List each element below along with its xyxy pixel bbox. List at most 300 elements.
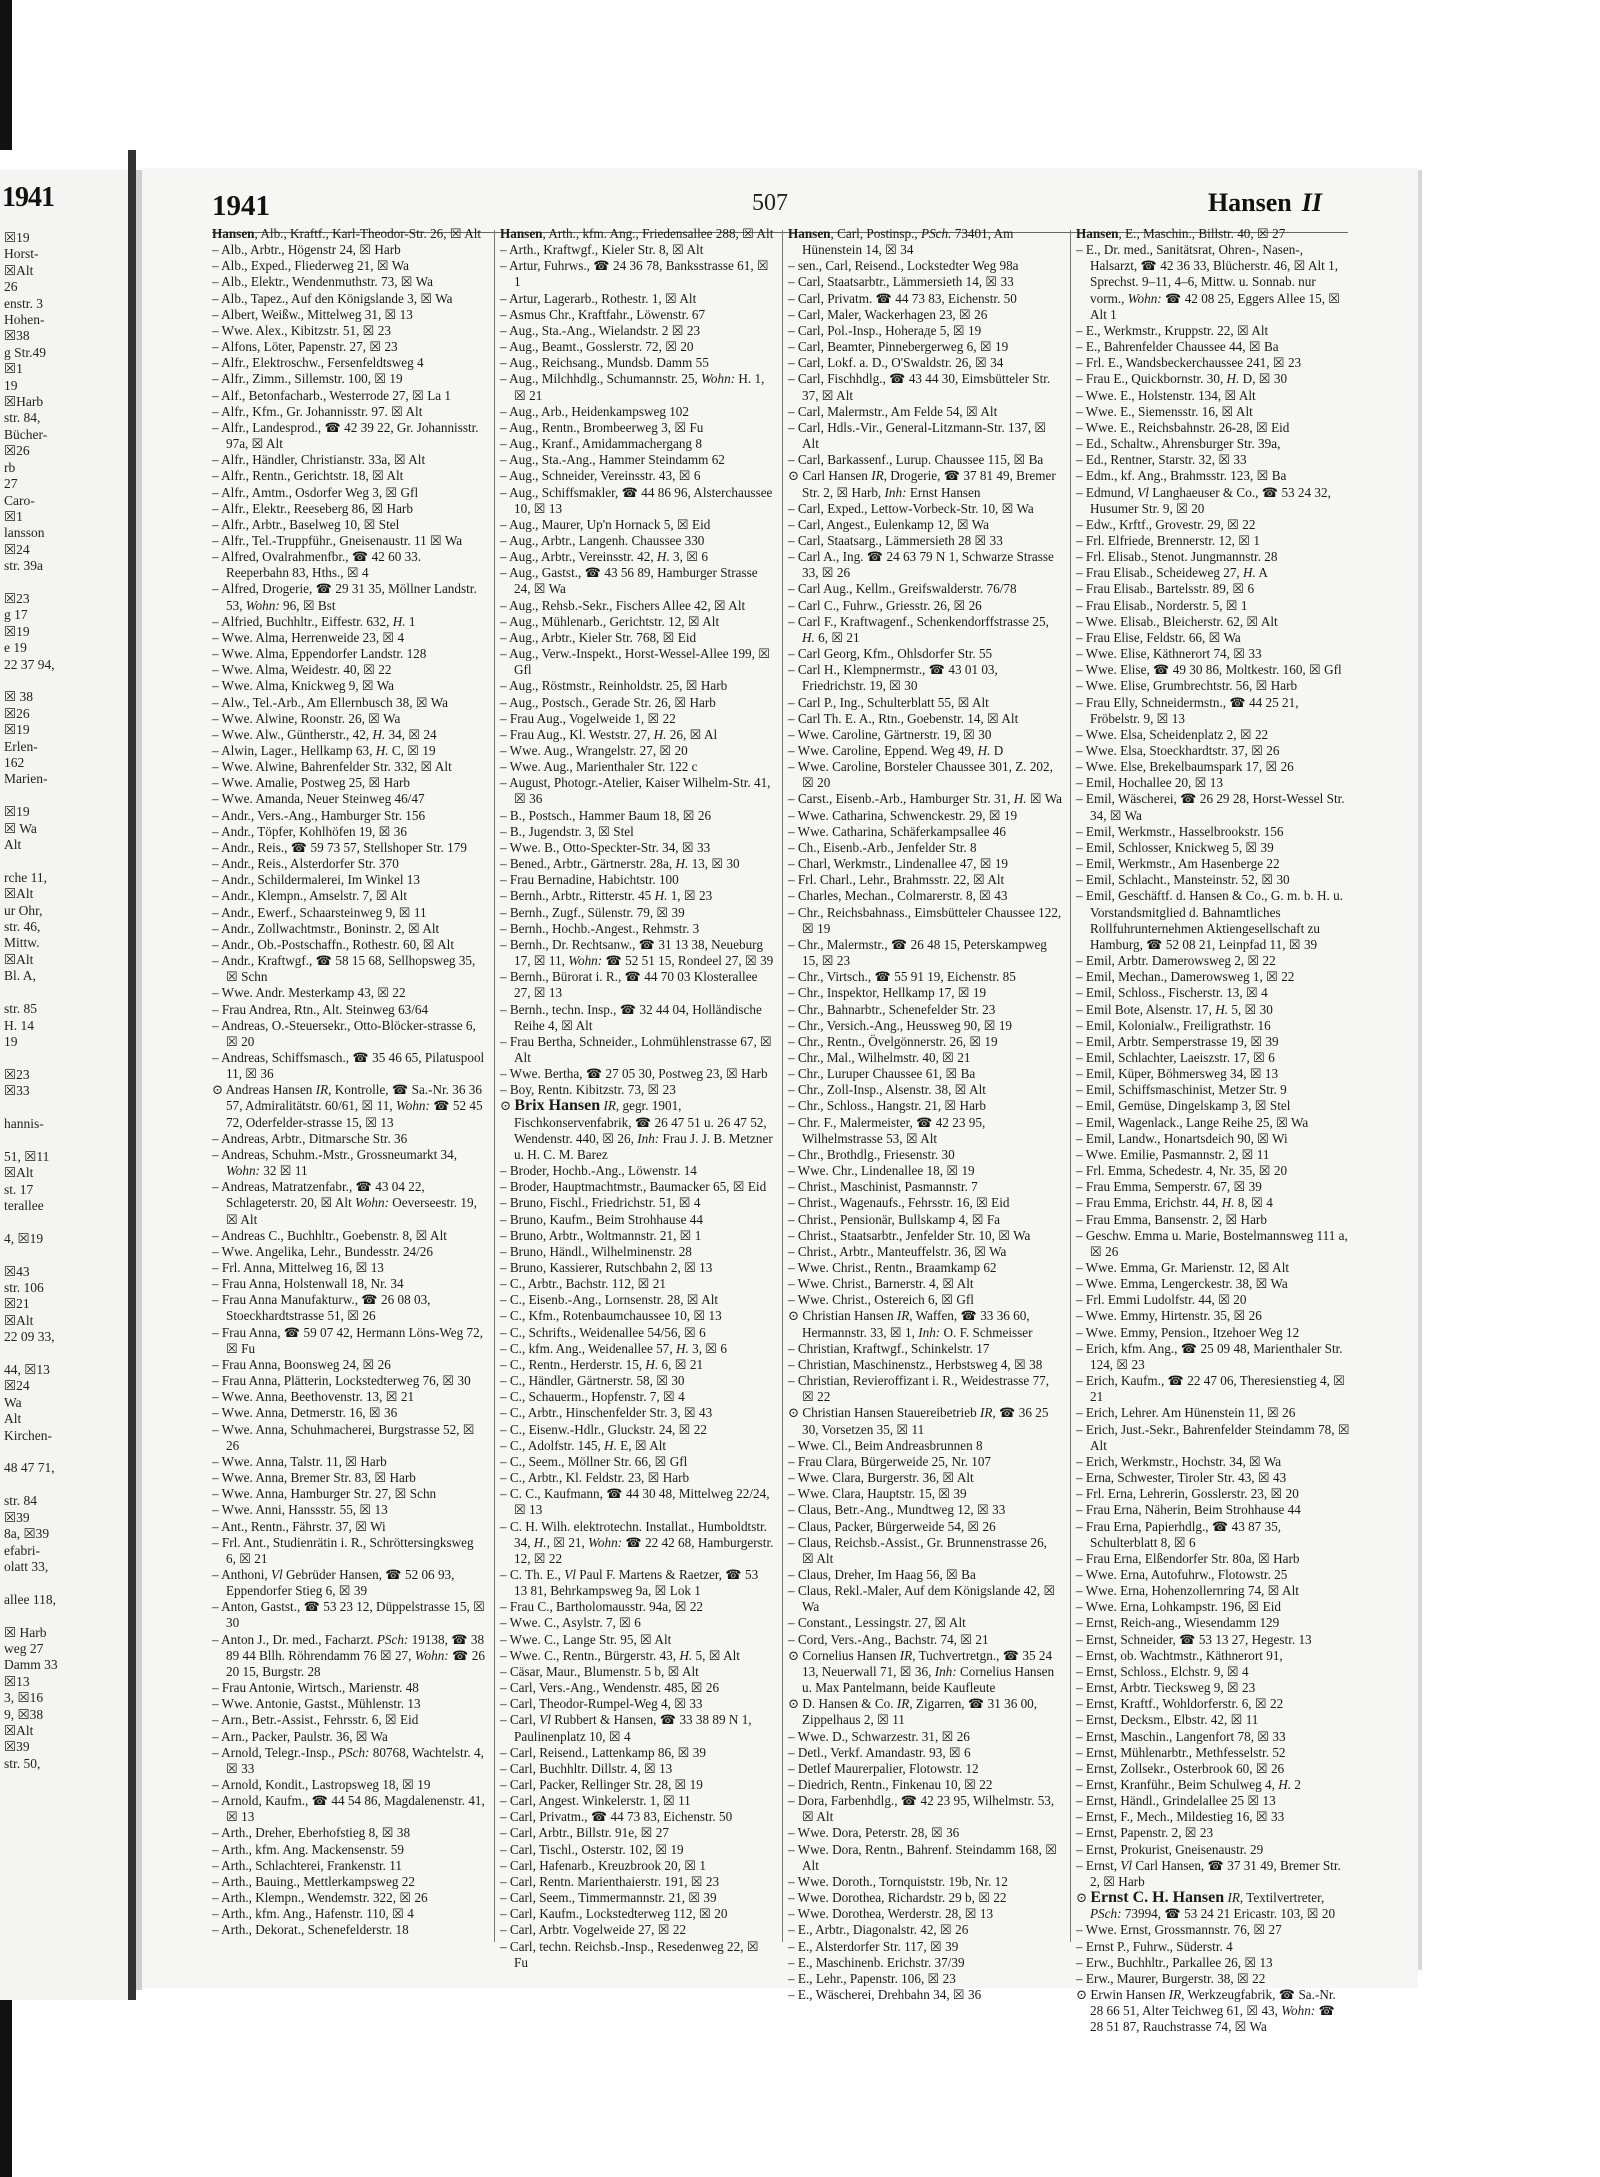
directory-entry: – Alw., Tel.-Arb., Am Ellernbusch 38, ☒ Wa xyxy=(212,694,448,710)
directory-entry: – Erw., Buchhltr., Parkallee 26, ☒ 13 xyxy=(1076,1954,1273,1970)
previous-page-line: ☒19 xyxy=(4,230,30,245)
directory-entry: – C., Arbtr., Hinschenfelder Str. 3, ☒ 43 xyxy=(500,1405,713,1421)
directory-entry: – Arth., kfm. Ang. Mackensenstr. 59 xyxy=(212,1841,404,1857)
directory-entry: – Aug., Arbtr., Langenh. Chaussee 330 xyxy=(500,532,705,548)
directory-entry: – Alb., Arbtr., Högenstr 24, ☒ Harb xyxy=(212,242,401,258)
directory-entry: – Carl, Lokf. a. D., O'Swaldstr. 26, ☒ 34 xyxy=(788,355,1004,371)
directory-entry: Hansen, E., Maschin., Billstr. 40, ☒ 27 xyxy=(1076,226,1286,241)
directory-entry: – Ernst, Kraftf., Wohldorferstr. 6, ☒ 22 xyxy=(1076,1696,1284,1712)
column-1 xyxy=(212,226,486,1946)
previous-page-line: rb xyxy=(4,459,16,475)
directory-entry: – Frau Antonie, Wirtsch., Marienstr. 48 xyxy=(212,1680,419,1696)
directory-entry: – Wwe. Dora, Rentn., Bahrenf. Steindamm 168, ☒ Alt xyxy=(788,1841,1058,1873)
previous-page-line: str. 84, xyxy=(4,410,41,426)
directory-entry: – C., Adolfstr. 145, H. E, ☒ Alt xyxy=(500,1437,667,1453)
previous-page-line: str. 46, xyxy=(4,919,41,935)
directory-entry: – Frau Elise, Feldstr. 66, ☒ Wa xyxy=(1076,629,1241,645)
header-year: 1941 xyxy=(212,190,270,222)
directory-entry: – Charles, Mechan., Colmarerstr. 8, ☒ 43 xyxy=(788,888,1008,904)
directory-entry: – Frau Anna Manufakturw., ☎ 26 08 03, Stoeckhardtstrasse 51, ☒ 26 xyxy=(212,1292,431,1324)
directory-entry: – Carl, Theodor-Rumpel-Weg 4, ☒ 33 xyxy=(500,1696,703,1712)
directory-entry: ⊙ Christian Hansen IR, Waffen, ☎ 33 36 60, Hermannstr. 33, ☒ 1, Inh: O. F. Schmeisser xyxy=(788,1308,1033,1340)
page-number: 507 xyxy=(752,190,788,216)
directory-entry: – Wwe. Christ., Ostereich 6, ☒ Gfl xyxy=(788,1292,974,1308)
directory-entry: – Andr., Töpfer, Kohlhöfen 19, ☒ 36 xyxy=(212,823,407,839)
directory-entry: – Alb., Exped., Fliederweg 21, ☒ Wa xyxy=(212,258,409,274)
previous-page-line xyxy=(4,788,126,804)
directory-entry: – Carl, Exped., Lettow-Vorbeck-Str. 10, ☒ Wa xyxy=(788,500,1034,516)
directory-entry: – Frau Erna, Papierhdlg., ☎ 43 87 35, Schulterblatt 8, ☒ 6 xyxy=(1076,1518,1282,1550)
directory-entry: – Ernst, ob. Wachtmstr., Käthnerort 91, xyxy=(1076,1647,1283,1663)
directory-entry: – Andreas, Schuhm.-Mstr., Grossneumarkt 34, Wohn: 32 ☒ 11 xyxy=(212,1146,458,1179)
directory-entry: – Carl, Beamter, Pinnebergerweg 6, ☒ 19 xyxy=(788,339,1009,355)
previous-page-line: str. 84 xyxy=(4,1493,38,1509)
previous-page-line: ☒19 xyxy=(4,722,30,738)
previous-page-line: Alt xyxy=(4,837,22,853)
previous-page-line: 27 xyxy=(4,476,18,492)
directory-entry: – Christ., Arbtr., Manteuffelstr. 36, ☒ Wa xyxy=(788,1243,1007,1259)
directory-entry: – Charl, Werkmstr., Lindenallee 47, ☒ 19 xyxy=(788,856,1009,872)
directory-entry: – Bruno, Fischl., Friedrichstr. 51, ☒ 4 xyxy=(500,1195,701,1211)
directory-entry: – Bruno, Kaufm., Beim Strohhause 44 xyxy=(500,1211,703,1227)
directory-entry: – Frau Emma, Erichstr. 44, H. 8, ☒ 4 xyxy=(1076,1195,1273,1211)
directory-entry: – Alb., Tapez., Auf den Königslande 3, ☒ Wa xyxy=(212,290,453,306)
directory-entry: – Andreas, Matratzenfabr., ☎ 43 04 22, Schlageterstr. 20, ☒ Alt Wohn: Oeverseestr. 19, ☒ Alt xyxy=(212,1179,477,1227)
directory-entry: ⊙ Christian Hansen Stauereibetrieb IR, ☎ 36 25 30, Vorsetzen 35, ☒ 11 xyxy=(788,1405,1049,1437)
previous-page-line: olatt 33, xyxy=(4,1558,49,1574)
directory-entry: – Chr., Inspektor, Hellkamp 17, ☒ 19 xyxy=(788,985,987,1001)
previous-page-line: ☒23 xyxy=(4,1066,30,1082)
previous-page-line: 26 xyxy=(4,279,18,295)
previous-page-line: ☒43 xyxy=(4,1263,30,1279)
directory-entry: – Aug., Arbtr., Vereinsstr. 42, H. 3, ☒ 6 xyxy=(500,549,708,565)
directory-entry: – Wwe. Catharina, Schwenckestr. 29, ☒ 19 xyxy=(788,807,1018,823)
directory-entry: – Alfried, Buchhltr., Eiffestr. 632, H. 1 xyxy=(212,613,416,629)
directory-page xyxy=(142,168,1418,2035)
directory-entry: – E., Werkmstr., Kruppstr. 22, ☒ Alt xyxy=(1076,322,1269,338)
directory-entry: – C., Kfm., Rotenbaumchaussee 10, ☒ 13 xyxy=(500,1308,722,1324)
directory-entry: – Wwe. Alwine, Roonstr. 26, ☒ Wa xyxy=(212,710,401,726)
directory-entry: – Wwe. C., Asylstr. 7, ☒ 6 xyxy=(500,1615,641,1631)
directory-entry: Hansen, Arth., kfm. Ang., Friedensallee 288, ☒ Alt xyxy=(500,226,774,241)
previous-page-line xyxy=(4,1214,126,1230)
directory-entry: – Claus, Dreher, Im Haag 56, ☒ Ba xyxy=(788,1566,976,1582)
directory-entry: – Wwe. Caroline, Eppend. Weg 49, H. D xyxy=(788,743,1004,758)
directory-entry: – Edw., Krftf., Grovestr. 29, ☒ 22 xyxy=(1076,516,1256,532)
directory-entry: – Dora, Farbenhdlg., ☎ 42 23 95, Wilhelmstr. 53, ☒ Alt xyxy=(788,1793,1055,1825)
directory-entry: – Alfr., Arbtr., Baselweg 10, ☒ Stel xyxy=(212,516,400,532)
directory-entry: – Wwe. Erna, Hohenzollernring 74, ☒ Alt xyxy=(1076,1583,1299,1599)
directory-entry: – E., Maschinenb. Erichstr. 37/39 xyxy=(788,1954,965,1970)
directory-entry: – C., Rentn., Herderstr. 15, H. 6, ☒ 21 xyxy=(500,1356,704,1372)
directory-entry: – Christ., Staatsarbtr., Jenfelder Str. 10, ☒ Wa xyxy=(788,1227,1031,1243)
directory-entry: – Wwe. Erna, Lohkampstr. 196, ☒ Eid xyxy=(1076,1599,1281,1615)
directory-entry: – Frau Emma, Semperstr. 67, ☒ 39 xyxy=(1076,1179,1262,1195)
directory-entry: – Carl, Rentn. Marienthaierstr. 191, ☒ 23 xyxy=(500,1873,720,1889)
directory-entry: – Erna, Schwester, Tiroler Str. 43, ☒ 43 xyxy=(1076,1470,1287,1486)
directory-entry: – Wwe. Aug., Wrangelstr. 27, ☒ 20 xyxy=(500,743,688,758)
directory-entry: – Wwe. Bertha, ☎ 27 05 30, Postweg 23, ☒ Harb xyxy=(500,1066,768,1082)
directory-entry: – Emil, Gemüse, Dingelskamp 3, ☒ Stel xyxy=(1076,1098,1291,1114)
directory-entry: – Aug., Verw.-Inspekt., Horst-Wessel-Allee 199, ☒ Gfl xyxy=(500,646,771,678)
header-volume: II xyxy=(1301,188,1322,217)
previous-page-line: str. 50, xyxy=(4,1755,41,1771)
directory-entry: – Carl, Pol.-Insp., Hoheraде 5, ☒ 19 xyxy=(788,322,982,338)
directory-entry: – Ernst, Prokurist, Gneisenaustr. 29 xyxy=(1076,1841,1264,1857)
directory-entry: – Emil Bote, Alsenstr. 17, H. 5, ☒ 30 xyxy=(1076,1001,1273,1017)
directory-entry: – Bernh., Bürorat i. R., ☎ 44 70 03 Klosterallee 27, ☒ 13 xyxy=(500,969,758,1001)
directory-entry: – Alb., Elektr., Wendenmuthstr. 73, ☒ Wa xyxy=(212,274,433,290)
directory-entry: – Andr., Reis., ☎ 59 73 57, Stellshoper Str. 179 xyxy=(212,839,467,855)
directory-entry: – Chr., Bahnarbtr., Schenefelder Str. 23 xyxy=(788,1001,996,1017)
previous-page-line: ☒Alt xyxy=(4,1165,34,1181)
directory-entry: – Cord, Vers.-Ang., Bachstr. 74, ☒ 21 xyxy=(788,1631,989,1647)
previous-page-line: ☒Alt xyxy=(4,262,34,278)
directory-entry: – Wwe. Alwine, Bahrenfelder Str. 332, ☒ Alt xyxy=(212,759,452,775)
directory-entry: – Carl, Staatsarbtr., Lämmersieth 14, ☒ 33 xyxy=(788,274,1014,290)
directory-entry: – Andr., Schildermalerei, Im Winkel 13 xyxy=(212,872,420,888)
directory-entry: – Alwin, Lager., Hellkamp 63, H. C, ☒ 19 xyxy=(212,743,436,758)
directory-entry: – Alfr., Rentn., Gerichtstr. 18, ☒ Alt xyxy=(212,468,404,484)
previous-page-line: ur Ohr, xyxy=(4,902,43,918)
directory-entry: – Ernst, Schloss., Elchstr. 9, ☒ 4 xyxy=(1076,1663,1249,1679)
directory-entry: – Aug., Sta.-Ang., Wielandstr. 2 ☒ 23 xyxy=(500,322,701,338)
directory-entry: – Ernst P., Fuhrw., Süderstr. 4 xyxy=(1076,1938,1233,1954)
directory-entry: – Aug., Reichsang., Mundsb. Damm 55 xyxy=(500,355,709,371)
previous-page-line: ☒1 xyxy=(4,508,23,524)
directory-entry: – Carl C., Fuhrw., Griesstr. 26, ☒ 26 xyxy=(788,597,982,613)
previous-page-line: str. 106 xyxy=(4,1280,44,1295)
directory-entry: – Arth., Klempn., Wendemstr. 322, ☒ 26 xyxy=(212,1890,428,1906)
directory-entry: – Boy, Rentn. Kibitzstr. 73, ☒ 23 xyxy=(500,1082,676,1098)
previous-page-line: e 19 xyxy=(4,640,27,656)
column-divider xyxy=(1070,230,1071,1942)
directory-entry: – Cäsar, Maur., Blumenstr. 5 b, ☒ Alt xyxy=(500,1663,699,1679)
directory-entry: – Arnold, Telegr.-Insp., PSch: 80768, Wachtelstr. 4, ☒ 33 xyxy=(212,1744,484,1776)
directory-entry: – Frau Clara, Bürgerweide 25, Nr. 107 xyxy=(788,1453,992,1469)
directory-entry: – Wwe. Dorothea, Werderstr. 28, ☒ 13 xyxy=(788,1906,994,1922)
directory-entry: – Carl, Seem., Timmermannstr. 21, ☒ 39 xyxy=(500,1890,717,1906)
previous-page-line: 3, ☒16 xyxy=(4,1690,44,1706)
previous-page-line xyxy=(4,1477,126,1493)
directory-entry: – Frau Anna, Holstenwall 18, Nr. 34 xyxy=(212,1276,404,1292)
directory-entry: – Carl P., Ing., Schulterblatt 55, ☒ Alt xyxy=(788,694,989,710)
directory-entry: – Wwe. Alma, Weidestr. 40, ☒ 22 xyxy=(212,662,392,678)
column-4 xyxy=(1076,226,1350,2035)
directory-entry: – Detlef Maurerpalier, Flotowstr. 12 xyxy=(788,1760,979,1776)
directory-entry: – Diedrich, Rentn., Finkenau 10, ☒ 22 xyxy=(788,1777,993,1792)
directory-entry: – Chr., Luruper Chaussee 61, ☒ Ba xyxy=(788,1066,976,1082)
previous-page-line: ☒Alt xyxy=(4,951,34,967)
directory-entry: – Wwe. Alma, Knickweg 9, ☒ Wa xyxy=(212,678,395,694)
directory-entry: – Frau Aug., Vogelweide 1, ☒ 22 xyxy=(500,710,676,726)
directory-entry: – Aug., Arb., Heidenkampsweg 102 xyxy=(500,403,689,419)
directory-entry: – Claus, Rekl.-Maler, Auf dem Königslande 42, ☒ Wa xyxy=(788,1583,1056,1615)
directory-entry: – Wwe. Elise, Käthnerort 74, ☒ 33 xyxy=(1076,646,1262,662)
directory-entry: – Frl. Anna, Mittelweg 16, ☒ 13 xyxy=(212,1260,384,1275)
directory-entry: – Wwe. Emmy, Pension., Itzehoer Weg 12 xyxy=(1076,1324,1300,1340)
previous-page-line: ☒33 xyxy=(4,1083,30,1099)
directory-entry: ⊙ Cornelius Hansen IR, Tuchvertretgn., ☎ 35 24 13, Neuerwall 71, ☒ 36, Inh: Cornelius Hansen u. Max Pantelmann, beide Kaufleute xyxy=(788,1647,1055,1696)
directory-entry: – Wwe. Anna, Hamburger Str. 27, ☒ Schn xyxy=(212,1486,437,1502)
directory-entry: – C., kfm. Ang., Weidenallee 57, H. 3, ☒ 6 xyxy=(500,1340,727,1356)
directory-entry: – Christ., Maschinist, Pasmannstr. 7 xyxy=(788,1179,978,1195)
previous-page-line: ☒26 xyxy=(4,443,30,459)
directory-entry: – Carl, Angest. Winkelerstr. 1, ☒ 11 xyxy=(500,1793,691,1809)
directory-entry: – Carl Th. E. A., Rtn., Goebenstr. 14, ☒ Alt xyxy=(788,710,1019,726)
directory-entry: – Anton J., Dr. med., Facharzt. PSch: 19138, ☎ 38 89 44 Bllh. Röhrendamm 76 ☒ 27, Wohn: ☎ 26 20 15, Burgstr. 28 xyxy=(212,1631,485,1679)
directory-entry: – Wwe. Emmy, Hirtenstr. 35, ☒ 26 xyxy=(1076,1308,1262,1324)
directory-entry: – Wwe. Aug., Marienthaler Str. 122 c xyxy=(500,759,698,775)
directory-entry: – Anton, Gastst., ☎ 53 23 12, Düppelstrasse 15, ☒ 30 xyxy=(212,1599,485,1631)
directory-entry: – Ernst, Papenstr. 2, ☒ 23 xyxy=(1076,1825,1214,1841)
directory-entry: – Alfr., Händler, Christianstr. 33a, ☒ Alt xyxy=(212,452,426,468)
directory-entry: – Wwe. Christ., Barnerstr. 4, ☒ Alt xyxy=(788,1276,974,1292)
previous-page-line xyxy=(4,1050,126,1066)
directory-entry: – Ernst, Händl., Grindelallee 25 ☒ 13 xyxy=(1076,1793,1276,1809)
previous-page-line xyxy=(4,575,126,591)
directory-entry: – C., Arbtr., Kl. Feldstr. 23, ☒ Harb xyxy=(500,1470,690,1486)
previous-page-line: 9, ☒38 xyxy=(4,1706,44,1722)
previous-page-line xyxy=(4,1132,126,1148)
directory-entry: – Frl. Elfriede, Brennerstr. 12, ☒ 1 xyxy=(1076,532,1260,548)
directory-entry: – Carl, Fischhdlg., ☎ 43 44 30, Eimsbütteler Str. 37, ☒ Alt xyxy=(788,371,1051,403)
directory-entry: – E., Lehr., Papenstr. 106, ☒ 23 xyxy=(788,1970,956,1986)
directory-entry: – Wwe. Caroline, Gärtnerstr. 19, ☒ 30 xyxy=(788,726,992,742)
previous-page-line xyxy=(4,1575,126,1591)
previous-page-line: 4, ☒19 xyxy=(4,1230,44,1246)
previous-page-line: Bücher- xyxy=(4,426,48,442)
previous-page-line: H. 14 xyxy=(4,1017,34,1033)
directory-entry: – Emil, Arbtr. Damerowsweg 2, ☒ 22 xyxy=(1076,953,1276,969)
previous-page-line: ☒Alt xyxy=(4,1722,34,1738)
previous-page-line xyxy=(4,985,126,1001)
previous-page-year: 1941 xyxy=(2,182,54,213)
directory-entry: – Wwe. Elsa, Scheidenplatz 2, ☒ 22 xyxy=(1076,726,1269,742)
directory-entry: – Wwe. Dorothea, Richardstr. 29 b, ☒ 22 xyxy=(788,1890,1007,1906)
directory-entry: – Bened., Arbtr., Gärtnerstr. 28a, H. 13, ☒ 30 xyxy=(500,856,740,872)
directory-entry: – C. Th. E., Vl Paul F. Martens & Raetzer, ☎ 53 13 81, Behrkampsweg 9a, ☒ Lok 1 xyxy=(500,1566,759,1599)
directory-entry: – Wwe. E., Siemensstr. 16, ☒ Alt xyxy=(1076,403,1253,419)
directory-entry: – Andr., Kraftwgf., ☎ 58 15 68, Sellhopsweg 35, ☒ Schn xyxy=(212,953,476,985)
directory-entry: – Andr., Vers.-Ang., Hamburger Str. 156 xyxy=(212,807,426,823)
column-divider xyxy=(494,230,495,1942)
directory-entry: – Emil, Wagenlack., Lange Reihe 25, ☒ Wa xyxy=(1076,1114,1309,1130)
directory-entry: – Andr., Klempn., Amselstr. 7, ☒ Alt xyxy=(212,888,407,904)
directory-entry: – Bruno, Kassierer, Rutschbahn 2, ☒ 13 xyxy=(500,1260,713,1275)
directory-entry: – Aug., Schiffsmakler, ☎ 44 86 96, Alsterchaussee 10, ☒ 13 xyxy=(500,484,773,516)
directory-entry: – B., Jugendstr. 3, ☒ Stel xyxy=(500,823,634,839)
directory-entry: – Frau E., Quickbornstr. 30, H. D, ☒ 30 xyxy=(1076,371,1288,387)
book-gutter xyxy=(128,150,136,2000)
previous-page-line: str. 85 xyxy=(4,1001,38,1017)
directory-entry: – Albert, Weißw., Mittelweg 31, ☒ 13 xyxy=(212,306,413,322)
directory-entry: – Anthoni, Vl Gebrüder Hansen, ☎ 52 06 93, Eppendorfer Stieg 6, ☒ 39 xyxy=(212,1566,455,1599)
directory-entry: – Alfons, Löter, Papenstr. 27, ☒ 23 xyxy=(212,339,398,355)
directory-entry: – Carl, Hafenarb., Kreuzbrook 20, ☒ 1 xyxy=(500,1857,706,1873)
directory-entry: – Carl, Vl Rubbert & Hansen, ☎ 33 38 89 N 1, Paulinenplatz 10, ☒ 4 xyxy=(500,1712,752,1744)
previous-page-line: Hohen- xyxy=(4,312,45,328)
directory-entry: – Frl. Emma, Schedestr. 4, Nr. 35, ☒ 20 xyxy=(1076,1163,1288,1179)
previous-page-line: ☒19 xyxy=(4,804,30,820)
directory-entry: – Aug., Gastst., ☎ 43 56 89, Hamburger Strasse 24, ☒ Wa xyxy=(500,565,758,597)
previous-page-line: Caro- xyxy=(4,492,35,508)
directory-entry: Hansen, Carl, Postinsp., PSch. 73401, Am Hünenstein 14, ☒ 34 xyxy=(788,226,1014,258)
directory-entry: – Erich, Just.-Sekr., Bahrenfelder Steindamm 78, ☒ Alt xyxy=(1076,1421,1350,1453)
directory-entry: – Wwe. Anna, Schuhmacherei, Burgstrasse 52, ☒ 26 xyxy=(212,1421,475,1453)
directory-entry: ⊙ Brix Hansen IR, gegr. 1901, Fischkonservenfabrik, ☎ 26 47 51 u. 26 47 52, Wendenstr. 440, ☒ 26, Inh: Frau J. J. B. Metzner u. H. C. M. Barez xyxy=(500,1097,773,1162)
directory-entry: – Alfr., Elektr., Reeseberg 86, ☒ Harb xyxy=(212,500,413,516)
directory-entry: – Wwe. Chr., Lindenallee 18, ☒ 19 xyxy=(788,1163,975,1179)
directory-entry: – Frau Emma, Bansenstr. 2, ☒ Harb xyxy=(1076,1211,1267,1227)
directory-entry: – Wwe. E., Holstenstr. 134, ☒ Alt xyxy=(1076,387,1256,403)
directory-entry: – Frau Elisab., Norderstr. 5, ☒ 1 xyxy=(1076,597,1248,613)
directory-entry: – Christ., Wagenaufs., Fehrsstr. 16, ☒ Eid xyxy=(788,1195,1010,1211)
directory-entry: – Chr., Malermstr., ☎ 26 48 15, Peterskampweg 15, ☒ 23 xyxy=(788,936,1047,969)
directory-entry: – Wwe. Andr. Mesterkamp 43, ☒ 22 xyxy=(212,985,406,1001)
previous-page-line xyxy=(4,853,126,869)
directory-entry: – Alfr., Elektroschw., Fersenfeldtsweg 4 xyxy=(212,355,424,371)
directory-entry: – Wwe. Anna, Beethovenstr. 13, ☒ 21 xyxy=(212,1389,415,1405)
directory-entry: – Alfred, Drogerie, ☎ 29 31 35, Möllner Landstr. 53, Wohn: 96, ☒ Bst xyxy=(212,581,477,613)
directory-entry: – Emil, Schiffsmaschinist, Metzer Str. 9 xyxy=(1076,1082,1287,1098)
directory-entry: Hansen, Alb., Kraftf., Karl-Theodor-Str. 26, ☒ Alt xyxy=(212,226,482,241)
directory-entry: – Wwe. Doroth., Tornquiststr. 19b, Nr. 12 xyxy=(788,1873,1008,1889)
directory-entry: – Carl, Reisend., Lattenkamp 86, ☒ 39 xyxy=(500,1744,706,1760)
previous-page-line: Damm 33 xyxy=(4,1657,58,1673)
directory-entry: – Aug., Mühlenarb., Gerichtstr. 12, ☒ Alt xyxy=(500,613,720,629)
previous-page-line xyxy=(4,1247,126,1263)
directory-entry: – Christ., Pensionär, Bullskamp 4, ☒ Fa xyxy=(788,1211,1001,1227)
directory-entry: – Wwe. Alex., Kibitzstr. 51, ☒ 23 xyxy=(212,322,391,338)
header-surname-text: Hansen xyxy=(1207,188,1292,217)
directory-entry: – Ernst, Schneider, ☎ 53 13 27, Hegestr. 13 xyxy=(1076,1631,1312,1647)
directory-entry: – Wwe. Emma, Lengerckestr. 38, ☒ Wa xyxy=(1076,1276,1288,1292)
directory-entry: – Wwe. Christ., Rentn., Braamkamp 62 xyxy=(788,1260,997,1275)
entry-columns xyxy=(212,226,1350,2035)
previous-page-line: ☒Alt xyxy=(4,1312,34,1328)
previous-page-line: Kirchen- xyxy=(4,1427,52,1443)
directory-entry: – C., Händler, Gärtnerstr. 58, ☒ 30 xyxy=(500,1373,685,1389)
directory-entry: – Ernst, Vl Carl Hansen, ☎ 37 31 49, Bremer Str. 2, ☒ Harb xyxy=(1076,1857,1341,1889)
directory-entry: – Arth., Kraftwgf., Kieler Str. 8, ☒ Alt xyxy=(500,242,704,258)
directory-entry: – C., Seem., Möllner Str. 66, ☒ Gfl xyxy=(500,1453,688,1469)
previous-page-line: ☒ Harb xyxy=(4,1624,47,1640)
directory-entry: – Wwe. Else, Brekelbaumspark 17, ☒ 26 xyxy=(1076,759,1294,775)
directory-entry: – Frl. Charl., Lehr., Brahmsstr. 22, ☒ Alt xyxy=(788,872,1005,888)
column-2 xyxy=(500,226,774,1970)
directory-entry: – Artur, Fuhrws., ☎ 24 36 78, Banksstrasse 61, ☒ 1 xyxy=(500,258,769,290)
previous-page-line: g 17 xyxy=(4,607,28,623)
directory-entry: – Frau Erna, Näherin, Beim Strohhause 44 xyxy=(1076,1502,1301,1518)
directory-entry: – Arnold, Kondit., Lastropsweg 18, ☒ 19 xyxy=(212,1777,431,1792)
directory-entry: ⊙ Carl Hansen IR, Drogerie, ☎ 37 81 49, Bremer Str. 2, ☒ Harb, Inh: Ernst Hansen xyxy=(788,468,1056,500)
directory-entry: – Emil, Werkmstr., Hasselbrookstr. 156 xyxy=(1076,823,1284,839)
previous-page-line: 22 09 33, xyxy=(4,1329,55,1345)
directory-entry: – Carl, techn. Reichsb.-Insp., Resedenweg 22, ☒ Fu xyxy=(500,1938,759,1970)
directory-entry: – Wwe. Anna, Talstr. 11, ☒ Harb xyxy=(212,1453,387,1469)
previous-page-line: ☒1 xyxy=(4,361,23,377)
directory-entry: – Bernh., techn. Insp., ☎ 32 44 04, Holländische Reihe 4, ☒ Alt xyxy=(500,1001,762,1033)
previous-page-line: 8a, ☒39 xyxy=(4,1526,50,1542)
directory-entry: – Wwe. D., Schwarzestr. 31, ☒ 26 xyxy=(788,1728,970,1744)
directory-entry: – Emil, Mechan., Damerowsweg 1, ☒ 22 xyxy=(1076,969,1295,985)
previous-page-line: 19 xyxy=(4,1033,18,1049)
directory-entry: – Ernst, Arbtr. Tiecksweg 9, ☒ 23 xyxy=(1076,1680,1256,1696)
directory-entry: – Chr., Mal., Wilhelmstr. 40, ☒ 21 xyxy=(788,1049,971,1065)
directory-entry: – Wwe. Emma, Gr. Marienstr. 12, ☒ Alt xyxy=(1076,1260,1290,1275)
directory-entry: – Andreas C., Buchhltr., Goebenstr. 8, ☒ Alt xyxy=(212,1227,447,1243)
directory-entry: – Ernst, Mühlenarbtr., Methfesselstr. 52 xyxy=(1076,1744,1286,1760)
directory-entry: – Emil, Hochallee 20, ☒ 13 xyxy=(1076,775,1223,791)
directory-entry: – Arth., Dreher, Eberhofstieg 8, ☒ 38 xyxy=(212,1825,411,1841)
directory-entry: – Carl, Privatm., ☎ 44 73 83, Eichenstr. 50 xyxy=(500,1809,733,1825)
previous-page-fragment xyxy=(0,170,128,2000)
previous-page-line: ☒23 xyxy=(4,590,30,606)
directory-entry: – Andreas, Schiffsmasch., ☎ 35 46 65, Pilatuspool 11, ☒ 36 xyxy=(212,1049,485,1082)
directory-entry: – Carl, Barkassenf., Lurup. Chaussee 115, ☒ Ba xyxy=(788,452,1044,468)
directory-entry: – Carl, Angest., Eulenkamp 12, ☒ Wa xyxy=(788,516,989,532)
directory-entry: – Chr., Versich.-Ang., Heussweg 90, ☒ 19 xyxy=(788,1017,1013,1033)
previous-page-line: rche 11, xyxy=(4,869,47,885)
previous-page-line xyxy=(4,1608,126,1624)
directory-entry: – C., Schauerm., Hopfenstr. 7, ☒ 4 xyxy=(500,1389,685,1405)
directory-entry: – Claus, Packer, Bürgerweide 54, ☒ 26 xyxy=(788,1518,996,1534)
directory-entry: – Ernst, Reich-ang., Wiesendamm 129 xyxy=(1076,1615,1280,1631)
directory-entry: – Christian, Revieroffizant i. R., Weidestrasse 77, ☒ 22 xyxy=(788,1373,1050,1405)
directory-entry: – Aug., Röstmstr., Reinholdstr. 25, ☒ Harb xyxy=(500,678,728,694)
directory-entry: – Ant., Rentn., Fährstr. 37, ☒ Wi xyxy=(212,1518,386,1534)
directory-entry: – Frau C., Bartholomausstr. 94a, ☒ 22 xyxy=(500,1599,704,1615)
directory-entry: – B., Postsch., Hammer Baum 18, ☒ 26 xyxy=(500,807,712,823)
directory-entry: – Erw., Maurer, Burgerstr. 38, ☒ 22 xyxy=(1076,1970,1266,1986)
directory-entry: – Erich, Lehrer. Am Hünenstein 11, ☒ 26 xyxy=(1076,1405,1296,1421)
directory-entry: – Emil, Küper, Böhmersweg 34, ☒ 13 xyxy=(1076,1066,1279,1082)
previous-page-line: efabri- xyxy=(4,1542,40,1558)
previous-page-line: Wa xyxy=(4,1394,22,1410)
directory-entry: – Wwe. Amalie, Postweg 25, ☒ Harb xyxy=(212,775,411,791)
directory-entry: – Wwe. Antonie, Gastst., Mühlenstr. 13 xyxy=(212,1696,421,1712)
previous-page-line: ☒13 xyxy=(4,1673,30,1689)
directory-entry: – Wwe. Alma, Eppendorfer Landstr. 128 xyxy=(212,646,427,662)
directory-entry: – Wwe. Alma, Herrenweide 23, ☒ 4 xyxy=(212,629,405,645)
directory-entry: – Bernh., Hochb.-Angest., Rehmstr. 3 xyxy=(500,920,700,936)
directory-entry: – Carl, Staatsarg., Lämmersieth 28 ☒ 33 xyxy=(788,532,1003,548)
directory-entry: – Emil, Kolonialw., Freiligrathstr. 16 xyxy=(1076,1017,1271,1033)
directory-entry: – Carl H., Klempnermstr., ☎ 43 01 03, Friedrichstr. 19, ☒ 30 xyxy=(788,662,998,694)
directory-entry: – Carl, Tischl., Osterstr. 102, ☒ 19 xyxy=(500,1841,684,1857)
directory-entry: – Wwe. Alw., Güntherstr., 42, H. 34, ☒ 24 xyxy=(212,726,437,742)
directory-entry: – Constant., Lessingstr. 27, ☒ Alt xyxy=(788,1615,966,1631)
directory-entry: – Erich, Werkmstr., Hochstr. 34, ☒ Wa xyxy=(1076,1453,1282,1469)
directory-entry: – Andr., Ewerf., Schaarsteinweg 9, ☒ 11 xyxy=(212,904,427,920)
previous-page-line: 22 37 94, xyxy=(4,656,55,672)
directory-entry: – Carl A., Ing. ☎ 24 63 79 N 1, Schwarze Strasse 33, ☒ 26 xyxy=(788,549,1054,581)
directory-entry: – Ed., Schaltw., Ahrensburger Str. 39a, xyxy=(1076,436,1281,452)
directory-entry: – Artur, Lagerarb., Rothestr. 1, ☒ Alt xyxy=(500,290,697,306)
previous-page-line xyxy=(4,1100,126,1116)
directory-entry: – Frau Andrea, Rtn., Alt. Steinweg 63/64 xyxy=(212,1001,429,1017)
directory-entry: – Chr., Virtsch., ☎ 55 91 19, Eichenstr. 85 xyxy=(788,969,1016,985)
previous-page-line: Bl. A, xyxy=(4,968,36,984)
directory-entry: – Ernst, F., Mech., Mildestieg 16, ☒ 33 xyxy=(1076,1809,1285,1825)
directory-entry: – Chr., Brothdlg., Friesenstr. 30 xyxy=(788,1146,955,1162)
directory-entry: – Asmus Chr., Kraftfahr., Löwenstr. 67 xyxy=(500,306,706,322)
directory-entry: – C., Arbtr., Bachstr. 112, ☒ 21 xyxy=(500,1276,666,1292)
directory-entry: – Alfr., Amtm., Osdorfer Weg 3, ☒ Gfl xyxy=(212,484,419,500)
directory-entry: – Wwe. B., Otto-Speckter-Str. 34, ☒ 33 xyxy=(500,839,711,855)
previous-page-line: ☒39 xyxy=(4,1739,30,1755)
